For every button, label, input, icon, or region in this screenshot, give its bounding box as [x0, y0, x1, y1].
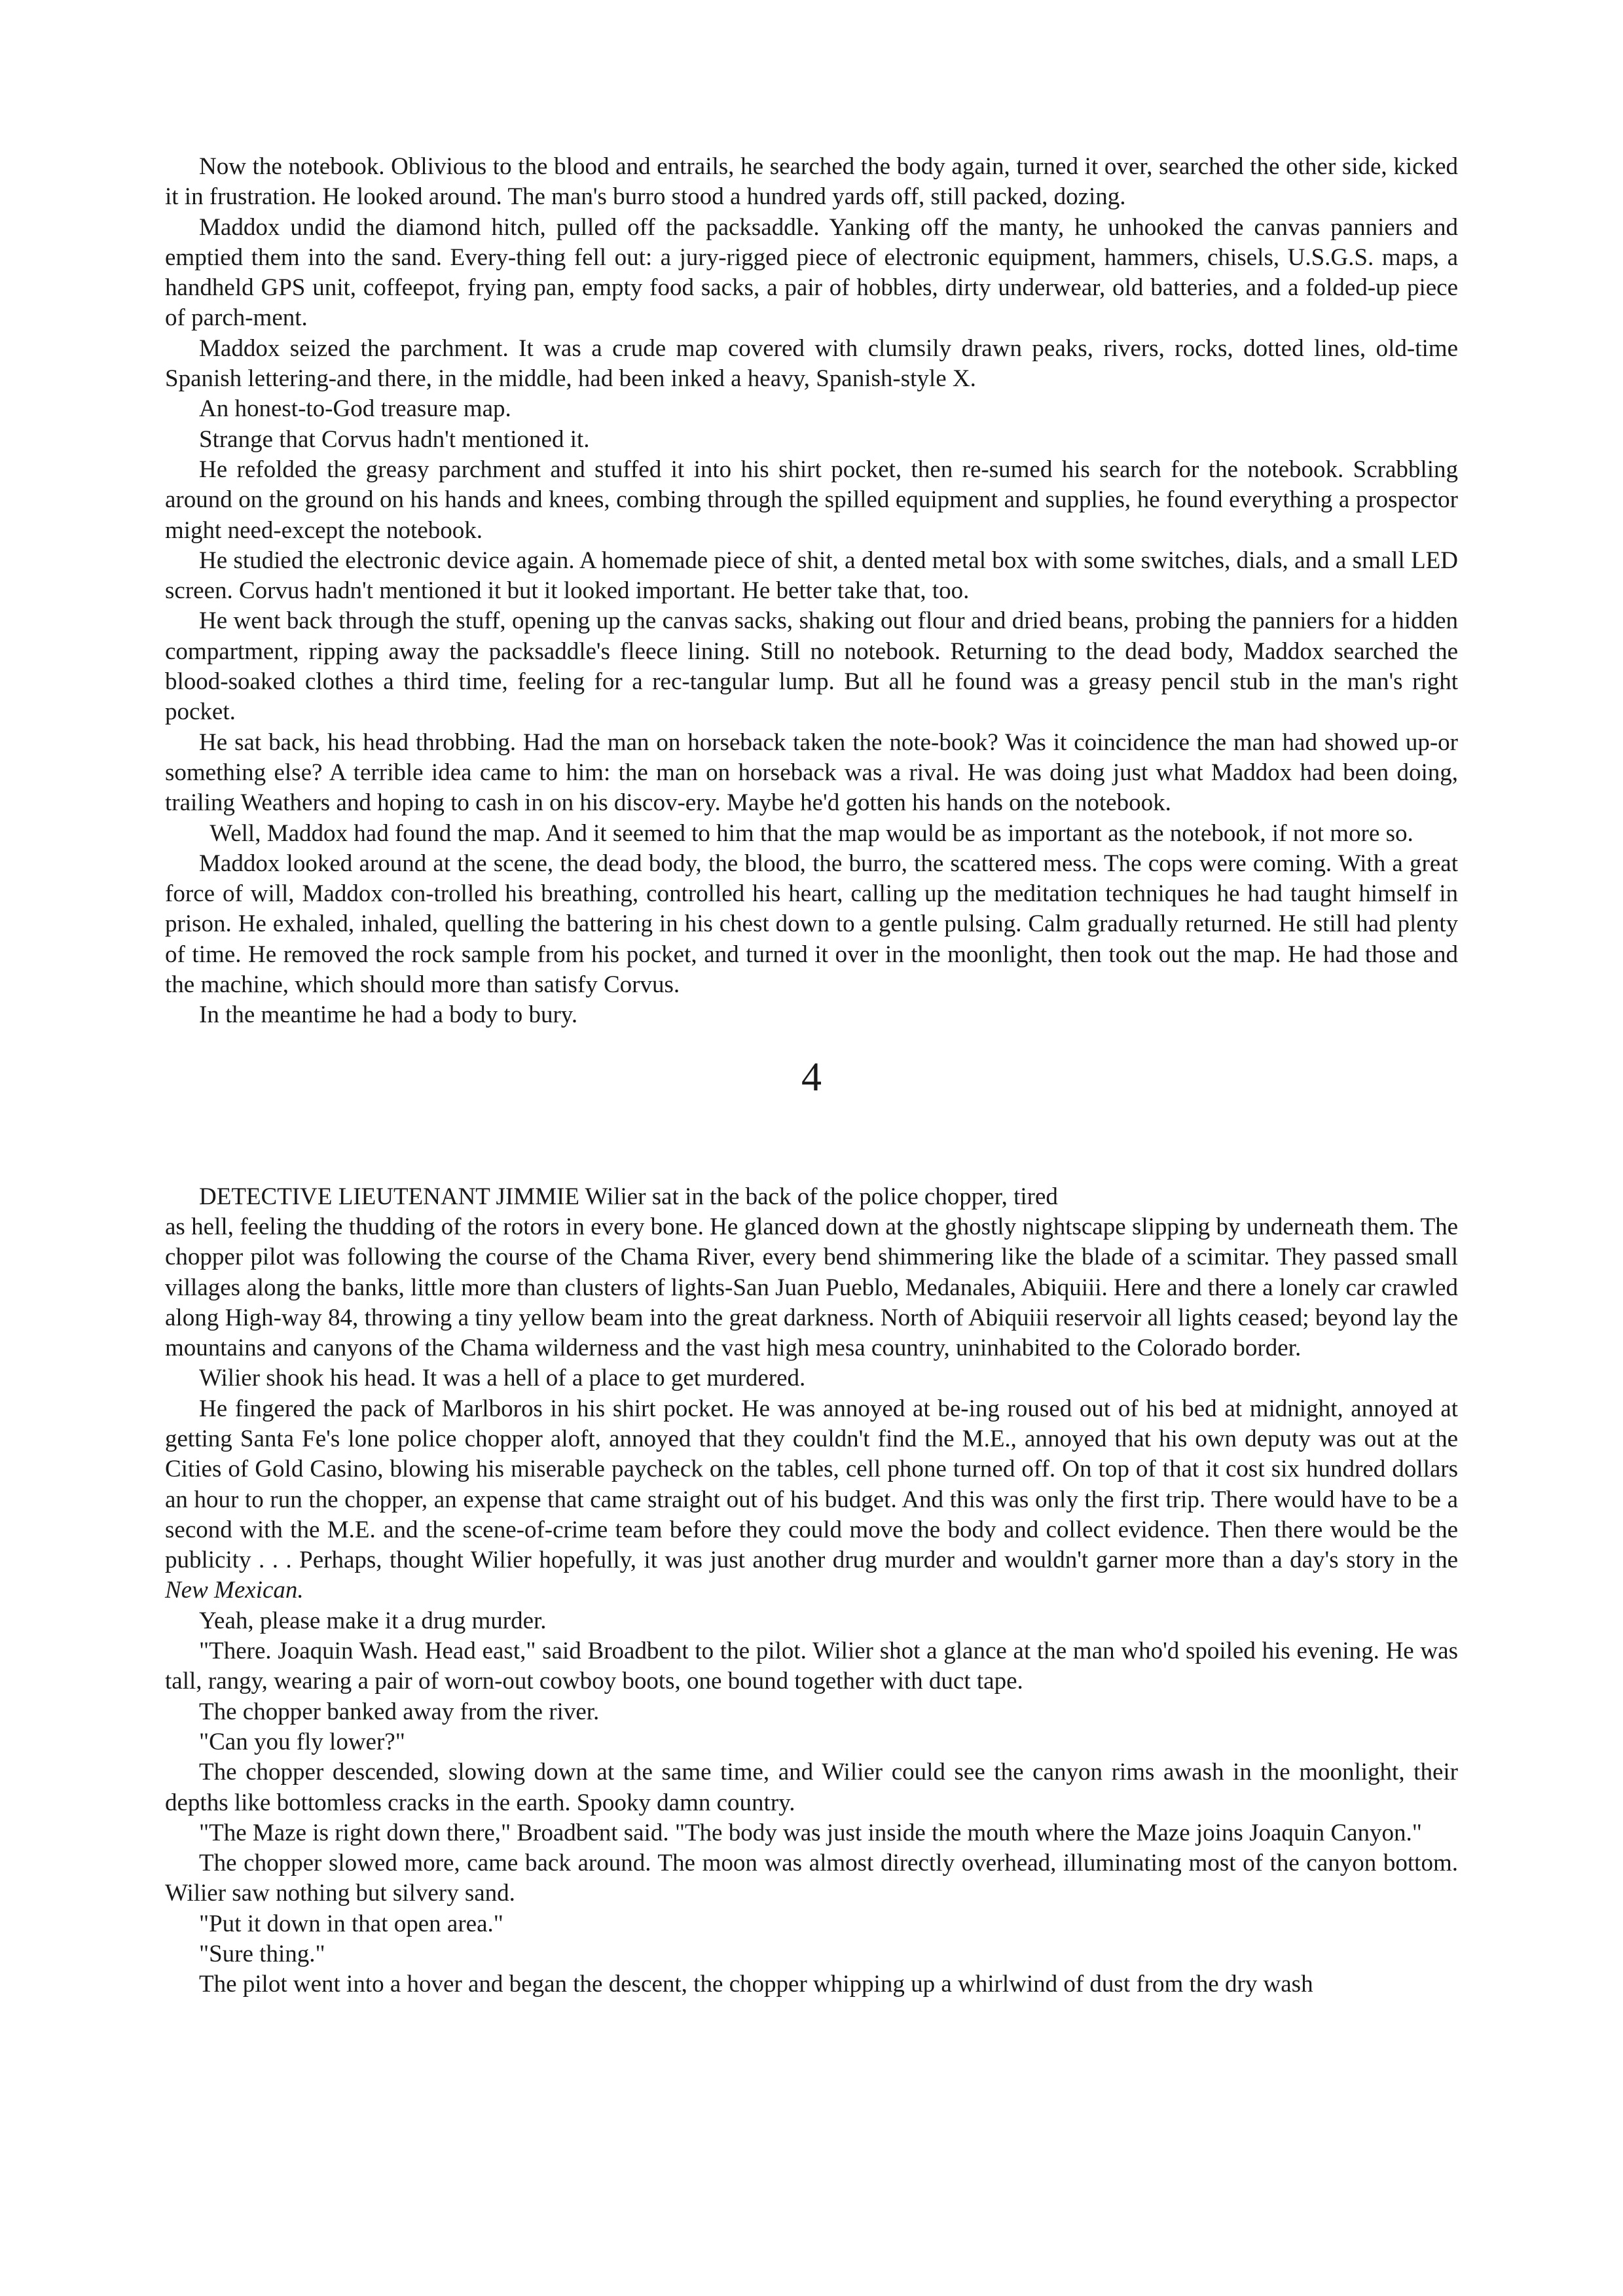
paragraph: Maddox seized the parchment. It was a crude map covered with clumsily drawn peaks, rivers, rocks, dotted lines, old-time Spanish lettering-and there, in the middle, had been inked a heavy, Spanish-style X.	[165, 334, 1458, 393]
paragraph: In the meantime he had a body to bury.	[199, 1001, 578, 1029]
paragraph: He studied the electronic device again. A homemade piece of shit, a dented metal box with some switches, dials, and a small LED screen. Corvus hadn't mentioned it but it looked important. He better take that, too.	[165, 547, 1458, 605]
book-page	[165, 152, 1458, 2000]
paragraph: Now the notebook. Oblivious to the blood and entrails, he searched the body again, turned it over, searched the other side, kicked it in frustration. He looked around. The man's burro stood a hundred yards off, still packed, dozing.	[165, 153, 1458, 211]
chapter-number: 4	[801, 1054, 822, 1100]
chapter-opening-line: DETECTIVE LIEUTENANT JIMMIE Wilier sat in the back of the police chopper, tired	[199, 1183, 1058, 1210]
paragraph: He refolded the greasy parchment and stuffed it into his shirt pocket, then re-sumed his search for the notebook. Scrabbling around on the ground on his hands and knees, combing through the spilled equipment and supplies, he found everything a prospector might need-except the notebook.	[165, 456, 1458, 544]
paragraph: He sat back, his head throbbing. Had the man on horseback taken the note-book? Was it coincidence the man had showed up-or something else? A terrible idea came to him: the man on horseback was a rival. He was doing just what Maddox had been doing, trailing Weathers and hoping to cash in on his discov-ery. Maybe he'd gotten his hands on the notebook.	[165, 728, 1458, 817]
paragraph: "There. Joaquin Wash. Head east," said Broadbent to the pilot. Wilier shot a glance at the man who'd spoiled his evening. He was tall, rangy, wearing a pair of worn-out cowboy boots, one bound together with duct tape.	[165, 1638, 1458, 1695]
newspaper-title: New Mexican.	[165, 1577, 304, 1604]
paragraph: "The Maze is right down there," Broadbent said. "The body was just inside the mouth where the Maze joins Joaquin Canyon."	[199, 1819, 1422, 1846]
paragraph: Yeah, please make it a drug murder.	[199, 1607, 547, 1634]
paragraph: "Can you fly lower?"	[199, 1728, 405, 1755]
paragraph: "Put it down in that open area."	[199, 1910, 503, 1937]
paragraph: He went back through the stuff, opening up the canvas sacks, shaking out flour and dried beans, probing the panniers for a hidden compartment, ripping away the packsaddle's fleece lining. Still no notebook. Returning to the dead body, Maddox searched the blood-soaked clothes a third time, feeling for a rec-tangular lump. But all he found was a greasy pencil stub in the man's right pocket.	[165, 607, 1458, 726]
paragraph: as hell, feeling the thudding of the rotors in every bone. He glanced down at the ghostly nightscape slipping by underneath them. The chopper pilot was following the course of the Chama River, every bend shimmering like the blade of a scimitar. They passed small villages along the banks, little more than clusters of lights-San Juan Pueblo, Medanales, Abiquiii. Here and there a lonely car crawled along High-way 84, throwing a tiny yellow beam into the great darkness. North of Abiquiii reservoir all lights ceased; beyond lay the mountains and canyons of the Chama wilderness and the vast high mesa country, uninhabited to the Colorado border.	[165, 1213, 1458, 1362]
paragraph: Maddox undid the diamond hitch, pulled off the packsaddle. Yanking off the manty, he unhooked the canvas panniers and emptied them into the sand. Every-thing fell out: a jury-rigged piece of electronic equipment, hammers, chisels, U.S.G.S. maps, a handheld GPS unit, coffeepot, frying pan, empty food sacks, a pair of hobbles, dirty underwear, old batteries, and a folded-up piece of parch-ment.	[165, 213, 1458, 332]
paragraph: The chopper slowed more, came back around. The moon was almost directly overhead, illuminating most of the canyon bottom. Wilier saw nothing but silvery sand.	[165, 1850, 1458, 1907]
paragraph: Strange that Corvus hadn't mentioned it.	[199, 425, 590, 453]
paragraph: Wilier shook his head. It was a hell of a place to get murdered.	[199, 1365, 806, 1392]
paragraph: The chopper banked away from the river.	[199, 1698, 600, 1725]
centered-paragraph: Well, Maddox had found the map. And it seemed to him that the map would be as important as the notebook, if not more so.	[210, 819, 1413, 847]
paragraph: Maddox looked around at the scene, the dead body, the blood, the burro, the scattered mess. The cops were coming. With a great force of will, Maddox con-trolled his breathing, controlled his heart, calling up the meditation techniques he had taught himself in prison. He exhaled, inhaled, quelling the battering in his chest down to a gentle pulsing. Calm gradually returned. He still had plenty of time. He removed the rock sample from his pocket, and turned it over in the moonlight, then took out the map. He had those and the machine, which should more than satisfy Corvus.	[165, 850, 1458, 999]
paragraph	[165, 1394, 1458, 1606]
paragraph: "Sure thing."	[199, 1941, 325, 1968]
paragraph: The pilot went into a hover and began the descent, the chopper whipping up a whirlwind of dust from the dry wash	[199, 1971, 1313, 1998]
paragraph: The chopper descended, slowing down at the same time, and Wilier could see the canyon rims awash in the moonlight, their depths like bottomless cracks in the earth. Spooky damn country.	[165, 1759, 1458, 1816]
paragraph-text: He fingered the pack of Marlboros in his shirt pocket. He was annoyed at be-ing roused out of his bed at midnight, annoyed at getting Santa Fe's lone police chopper aloft, annoyed that they couldn't find the M.E., annoyed that his own deputy was out at the Cities of Gold Casino, blowing his miserable paycheck on the tables, cell phone turned off. On top of that it cost six hundred dollars an hour to run the chopper, an expense that came straight out of his budget. And this was only the first trip. There would have to be a second with the M.E. and the scene-of-crime team before they could move the body and collect evidence. Then there would be the publicity . . . Perhaps, thought Wilier hopefully, it was just another drug murder and wouldn't garner more than a day's story in the	[165, 1395, 1458, 1574]
paragraph: An honest-to-God treasure map.	[199, 395, 511, 423]
